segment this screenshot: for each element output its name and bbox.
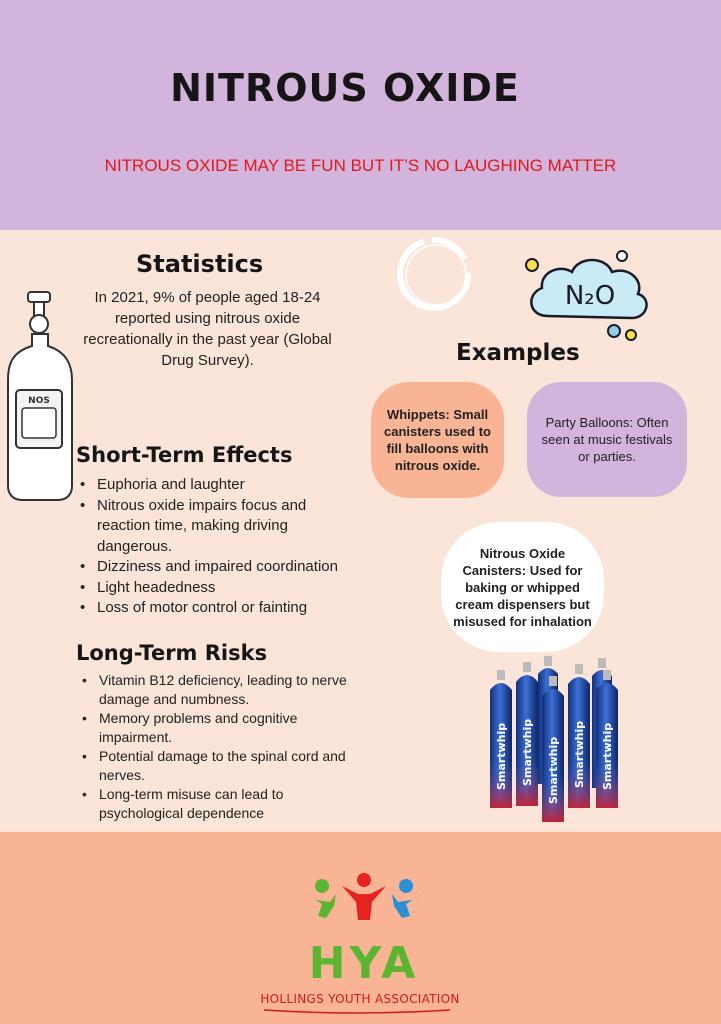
list-item: • Euphoria and laughter (77, 475, 349, 496)
page-subtitle: NITROUS OXIDE MAY BE FUN BUT IT’S NO LAUGHING MATTER (104, 156, 617, 175)
party-balloons-bubble: Party Balloons: Often seen at music festivals or parties. (527, 382, 687, 497)
examples-heading: Examples (456, 340, 580, 366)
canisters-bubble: Nitrous Oxide Canisters: Used for baking or whipped cream dispensers but misused for inhalation (441, 522, 604, 652)
nos-tank-icon (4, 290, 76, 502)
list-item: • Dizziness and impaired coordination (77, 557, 349, 578)
can-brand-label: Smartwhip (495, 722, 508, 790)
tank-label: NOS (28, 396, 50, 406)
header-band (0, 0, 721, 230)
statistics-heading: Statistics (136, 250, 264, 278)
ring-doodle-icon (392, 232, 478, 318)
can-brand-label: Smartwhip (573, 720, 586, 788)
long-term-heading: Long-Term Risks (76, 641, 268, 665)
canisters-image (488, 656, 624, 824)
page-title: NITROUS OXIDE (170, 66, 520, 110)
org-underline-icon (262, 1007, 452, 1015)
figure-blue-icon (392, 879, 428, 918)
cloud-formula: N₂O (564, 281, 616, 311)
figure-green-icon (300, 879, 336, 918)
list-item: • Light headedness (77, 578, 349, 599)
statistics-text: In 2021, 9% of people aged 18-24 reported using nitrous oxide recreationally in the past year (Global Drug Survey). (83, 289, 332, 369)
list-item: • Vitamin B12 deficiency, leading to nerve damage and numbness. (79, 671, 349, 709)
whippets-bubble: Whippets: Small canisters used to fill balloons with nitrous oxide. (371, 382, 504, 498)
list-item: • Nitrous oxide impairs focus and reaction time, making driving dangerous. (77, 496, 349, 558)
list-item: • Long-term misuse can lead to psychological dependence (79, 785, 349, 823)
can-brand-label: Smartwhip (547, 736, 560, 804)
short-term-list (77, 475, 349, 619)
list-item: • Potential damage to the spinal cord and nerves. (79, 747, 349, 785)
hya-logo (296, 872, 432, 988)
n2o-cloud-icon (518, 246, 658, 342)
long-term-list (79, 671, 349, 823)
can-brand-label: Smartwhip (601, 722, 614, 790)
can-brand-label: Smartwhip (521, 718, 534, 786)
list-item: • Memory problems and cognitive impairment. (79, 709, 349, 747)
short-term-heading: Short-Term Effects (76, 443, 293, 467)
logo-letters: HYA (308, 938, 420, 988)
org-name: HOLLINGS YOUTH ASSOCIATION (260, 992, 460, 1006)
list-item: • Loss of motor control or fainting (77, 598, 349, 619)
figure-red-icon (342, 873, 386, 920)
